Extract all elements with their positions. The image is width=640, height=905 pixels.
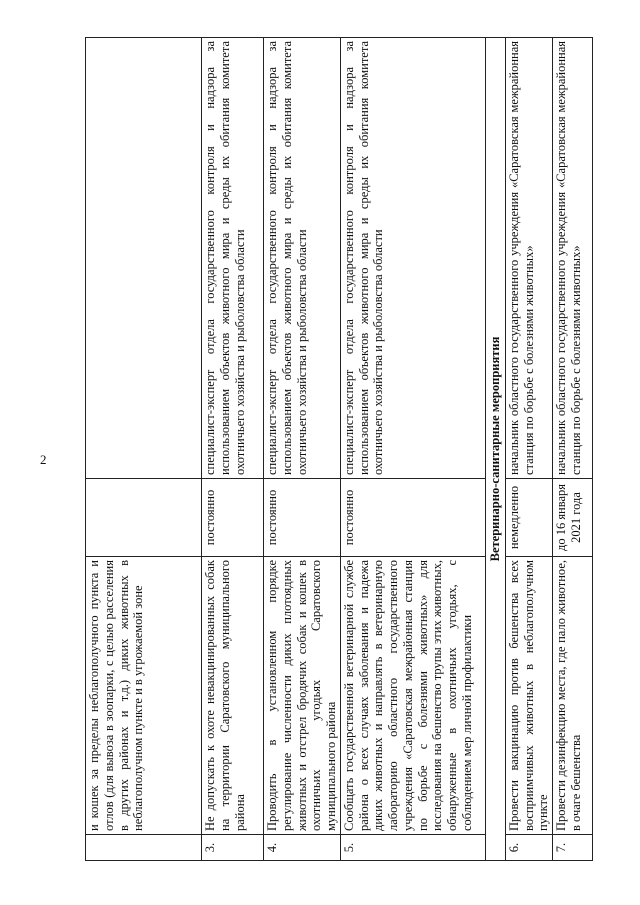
table-row <box>202 38 264 861</box>
row-number: 5. <box>340 835 485 861</box>
table-row <box>505 38 552 861</box>
table-row <box>264 38 341 861</box>
measure-text: Провести вакцинацию против бешенства всех восприимчивых животных в неблагополучном пункте <box>505 557 552 835</box>
responsible-text: специалист-эксперт отдела государственного контроля и надзора за использованием объектов животного мира и среды их обитания комитета охотничьего хозяйства и рыболовства области <box>202 38 264 479</box>
row-number: 4. <box>264 835 341 861</box>
responsible-text: начальник областного государственного учреждения «Саратовская межрайонная станция по борьбе с болезнями животных» <box>553 38 593 479</box>
page-number: 2 <box>40 452 47 467</box>
table-row <box>553 38 593 861</box>
row-number: 7. <box>553 835 593 861</box>
term-text: постоянно <box>264 479 341 557</box>
term-text: до 16 января 2021 года <box>553 479 593 557</box>
measure-text: Проводить в установленном порядке регулирование численности диких плотоядных животных и отстрел бродячих собак и кошек в охотничьих угодьях Саратовского муниципального района <box>264 557 341 835</box>
responsible-text: специалист-эксперт отдела государственного контроля и надзора за использованием объектов животного мира и среды их обитания комитета охотничьего хозяйства и рыболовства области <box>340 38 485 479</box>
row-number: 6. <box>505 835 552 861</box>
row-number: 3. <box>202 835 264 861</box>
table-row <box>340 38 485 861</box>
measure-text: и кошек за пределы неблагополучного пункта и отлов (для вывоза в зоопарки, с целью расселения в других районах и т.д.) диких животных в неблагополучном пункте и в угрожаемой зоне <box>86 557 202 835</box>
term-text: постоянно <box>202 479 264 557</box>
row-number <box>86 835 202 861</box>
term-text: постоянно <box>340 479 485 557</box>
term-text <box>86 479 202 557</box>
measure-text: Не допускать к охоте невакцинированных собак на территории Саратовского муниципального района <box>202 557 264 835</box>
section-header-row <box>485 38 505 861</box>
measures-table <box>85 37 593 861</box>
responsible-text: начальник областного государственного учреждения «Саратовская межрайонная станция по борьбе с болезнями животных» <box>505 38 552 479</box>
measure-text: Провести дезинфекцию места, где пало животное, в очаге бешенства <box>553 557 593 835</box>
rotated-table-page <box>85 38 581 861</box>
term-text: немедленно <box>505 479 552 557</box>
responsible-text <box>86 38 202 479</box>
table-row <box>86 38 202 861</box>
measure-text: Сообщать государственной ветеринарной службе района о всех случаях заболевания и падежа диких животных и направлять в ветеринарную лабораторию областного государственного учреждения «Саратовская межрайонная станция по борьбе с болезнями животных» для исследования на бешенство трупы этих животных, обнаруженные в охотничьих угодьях, с соблюдением мер личной профилактики <box>340 557 485 835</box>
section-title: Ветеринарно-санитарные мероприятия <box>485 38 505 861</box>
responsible-text: специалист-эксперт отдела государственного контроля и надзора за использованием объектов животного мира и среды их обитания комитета охотничьего хозяйства и рыболовства области <box>264 38 341 479</box>
